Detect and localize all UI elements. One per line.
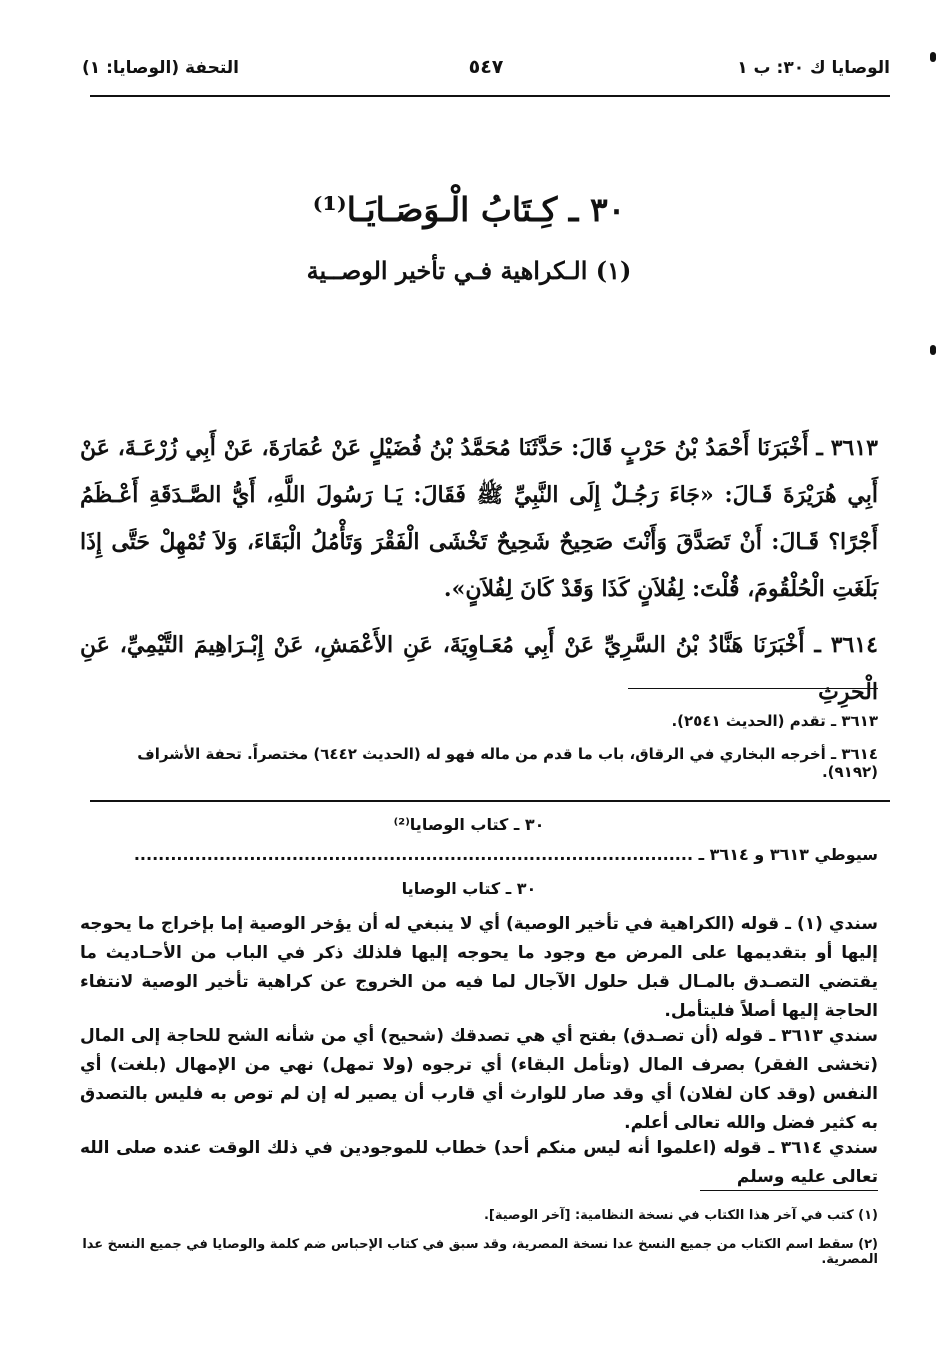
sindi-3614: سندي ٣٦١٤ ـ قوله (اعلموا أنه ليس منكم أحد) خطاب للموجودين في ذلك الوقت عنده صلى الله تعالى عليه وسلم [80,1138,878,1187]
takhrij-3613: ٣٦١٣ ـ تقدم (الحديث ٢٥٤١). [671,712,878,730]
suyuti-label: سيوطي ٣٦١٣ و ٣٦١٤ ـ [698,845,878,864]
header-rule [90,95,890,97]
running-header [82,52,890,86]
takhrij-rule [628,688,878,689]
header-tuhfa-ref: التحفة (الوصايا: ١) [82,58,239,78]
page-number: ٥٤٧ [468,56,504,78]
suyuti-dots: ............................................................................................ [133,845,694,864]
sindi-1: سندي (١) ـ قوله (الكراهية في تأخير الوصية) أي لا ينبغي له أن يؤخر الوصية إما بإخراج ما يحوجه إليها أو بتقديمها على المرض مع وجود ما يحوجه إليها فلذلك ذكر في الباب من الأحـاديث ما يقتضي التصـدق بالمـال قبل حلول الآجال لما فيه من الخروج عن كراهية تأخير الوصية لانتفاء الحاجة إليها أصلاً فليتأمل. [80,914,878,1021]
margin-mark [930,52,936,62]
commentary-rule [90,800,890,802]
footnote-1: (١) كتب في آخر هذا الكتاب في نسخة النظامية: [آخر الوصية]. [483,1208,878,1223]
chapter-title: (١) الـكراهية فـي تأخير الوصــية [306,256,632,285]
hadith-3614: ٣٦١٤ ـ أَخْبَرَنَا هَنَّادُ بْنُ السَّرِيِّ عَنْ أَبِي مُعَـاوِيَةَ، عَنِ الأَعْمَشِ، عَنْ إِبْـرَاهِيمَ التَّيْمِيِّ، عَنِ الْحرِثِ [80,632,878,705]
hadith-3613: ٣٦١٣ ـ أَخْبَرَنَا أَحْمَدُ بْنُ حَرْبٍ قَالَ: حَدَّثَنَا مُحَمَّدُ بْنُ فُضَيْلٍ عَنْ عُمَارَةَ، عَنْ أَبِي زُرْعَـةَ، عَنْ أَبِي هُرَيْرَةَ قَـالَ: «جَاءَ رَجُـلٌ إِلَى النَّبِيِّ ﷺ فَقَالَ: يَـا رَسُولَ اللَّهِ، أَيُّ الصَّـدَقَةِ أَعْـظَمُ أَجْرًا؟ قَـالَ: أَنْ تَصَدَّقَ وَأَنْتَ صَحِيحٌ شَحِيحٌ تَخْشَى الْفَقْرَ وَتَأْمُلُ الْبَقَاءَ، وَلاَ تُمْهِلْ حَتَّى إِذَا بَلَغَتِ الْحُلْقُومَ، قُلْتَ: لِفُلاَنٍ كَذَا وَقَدْ كَانَ لِفُلاَنٍ». [80,435,878,602]
commentary-heading-2: ٣٠ ـ كتاب الوصايا [401,879,537,898]
header-book-ref: الوصايا ك ٣٠: ب ١ [737,58,890,78]
margin-mark [930,345,936,355]
sindi-3613: سندي ٣٦١٣ ـ قوله (أن تصـدق) بفتح أي هي تصدقك (شحيح) أي من شأنه الشح للحاجة إلى المال (تخشى الفقر) بصرف المال (وتأمل البقاء) أي ترجوه (ولا تمهل) نهي من الإمهال (بلغت) أي النفس (وقد كان لفلان) أي وقد صار للوارث أي قارب أن يصير له إن لم توص به فليس بالتصدق به كثير فضل والله تعالى أعلم. [80,1026,878,1133]
footnote-2: (٢) سقط اسم الكتاب من جميع النسخ عدا نسخة المصرية، وقد سبق في كتاب الإحباس ضم كلمة والوصايا في جميع النسخ عدا المصرية. [82,1237,878,1267]
book-title: ٣٠ ـ كِـتَابُ الْـوَصَـايَـا⁽¹⁾ [312,190,626,229]
takhrij-3614: ٣٦١٤ ـ أخرجه البخاري في الرقاق، باب ما قدم من ماله فهو له (الحديث ٦٤٤٢) مختصراً. تحفة الأشراف (٩١٩٢). [137,745,878,781]
commentary-heading-1: ٣٠ ـ كتاب الوصايا⁽²⁾ [393,815,545,834]
suyuti-line [90,845,878,864]
footnote-rule [700,1190,878,1191]
